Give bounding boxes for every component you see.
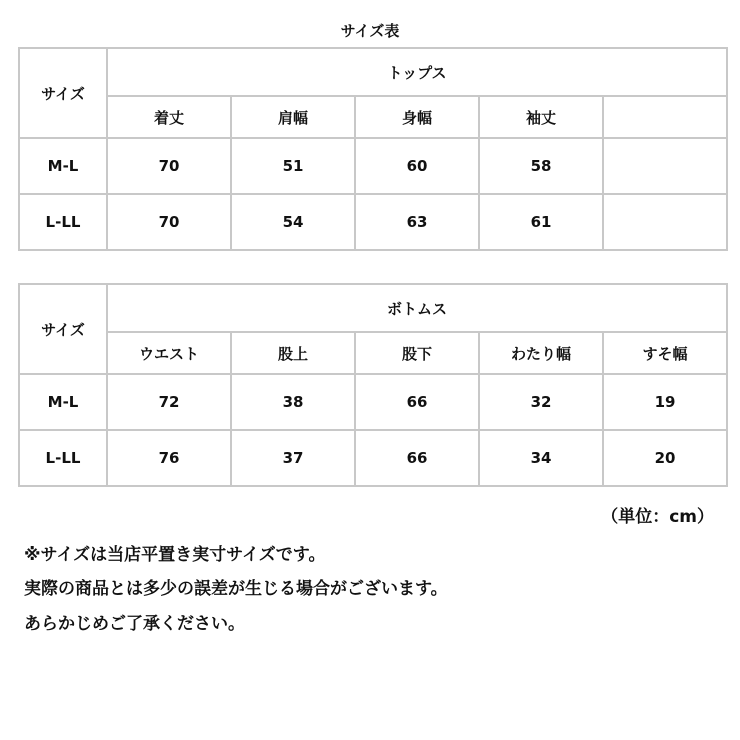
size-cell: M-L xyxy=(19,138,107,194)
table-cell xyxy=(603,138,727,194)
size-cell: L-LL xyxy=(19,430,107,486)
disclaimer-line: ※サイズは当店平置き実寸サイズです。 xyxy=(24,545,326,565)
column-header: わたり幅 xyxy=(479,332,603,374)
disclaimer-line: あらかじめご了承ください。 xyxy=(24,614,245,634)
tops-size-table xyxy=(18,47,728,251)
column-header xyxy=(603,96,727,138)
table-header-row xyxy=(19,332,727,374)
table-cell: 32 xyxy=(479,374,603,430)
table-cell: 38 xyxy=(231,374,355,430)
table-group-row xyxy=(19,284,727,332)
table-row xyxy=(19,374,727,430)
table-header-row xyxy=(19,96,727,138)
table-cell: 54 xyxy=(231,194,355,250)
table-cell: 63 xyxy=(355,194,479,250)
page-title: サイズ表 xyxy=(340,22,400,40)
table-cell: 37 xyxy=(231,430,355,486)
size-cell: L-LL xyxy=(19,194,107,250)
column-header: ウエスト xyxy=(107,332,231,374)
table-row xyxy=(19,138,727,194)
unit-note: （単位：cm） xyxy=(601,507,714,527)
table-cell xyxy=(603,194,727,250)
group-header-cell: ボトムス xyxy=(107,284,727,332)
table-cell: 34 xyxy=(479,430,603,486)
disclaimer-line: 実際の商品とは多少の誤差が生じる場合がございます。 xyxy=(24,579,448,599)
table-cell: 76 xyxy=(107,430,231,486)
table-cell: 66 xyxy=(355,430,479,486)
column-header: 股下 xyxy=(355,332,479,374)
table-cell: 19 xyxy=(603,374,727,430)
table-group-row xyxy=(19,48,727,96)
table-row xyxy=(19,194,727,250)
table-cell: 66 xyxy=(355,374,479,430)
table-row xyxy=(19,430,727,486)
column-header: 着丈 xyxy=(107,96,231,138)
table-cell: 51 xyxy=(231,138,355,194)
column-header: 肩幅 xyxy=(231,96,355,138)
table-cell: 61 xyxy=(479,194,603,250)
column-header: すそ幅 xyxy=(603,332,727,374)
table-cell: 60 xyxy=(355,138,479,194)
table-cell: 70 xyxy=(107,194,231,250)
bottoms-size-table xyxy=(18,283,728,487)
size-cell: M-L xyxy=(19,374,107,430)
size-label-cell: サイズ xyxy=(19,48,107,138)
table-cell: 58 xyxy=(479,138,603,194)
size-label-cell: サイズ xyxy=(19,284,107,374)
table-cell: 72 xyxy=(107,374,231,430)
table-cell: 70 xyxy=(107,138,231,194)
column-header: 身幅 xyxy=(355,96,479,138)
group-header-cell: トップス xyxy=(107,48,727,96)
table-cell: 20 xyxy=(603,430,727,486)
column-header: 袖丈 xyxy=(479,96,603,138)
column-header: 股上 xyxy=(231,332,355,374)
